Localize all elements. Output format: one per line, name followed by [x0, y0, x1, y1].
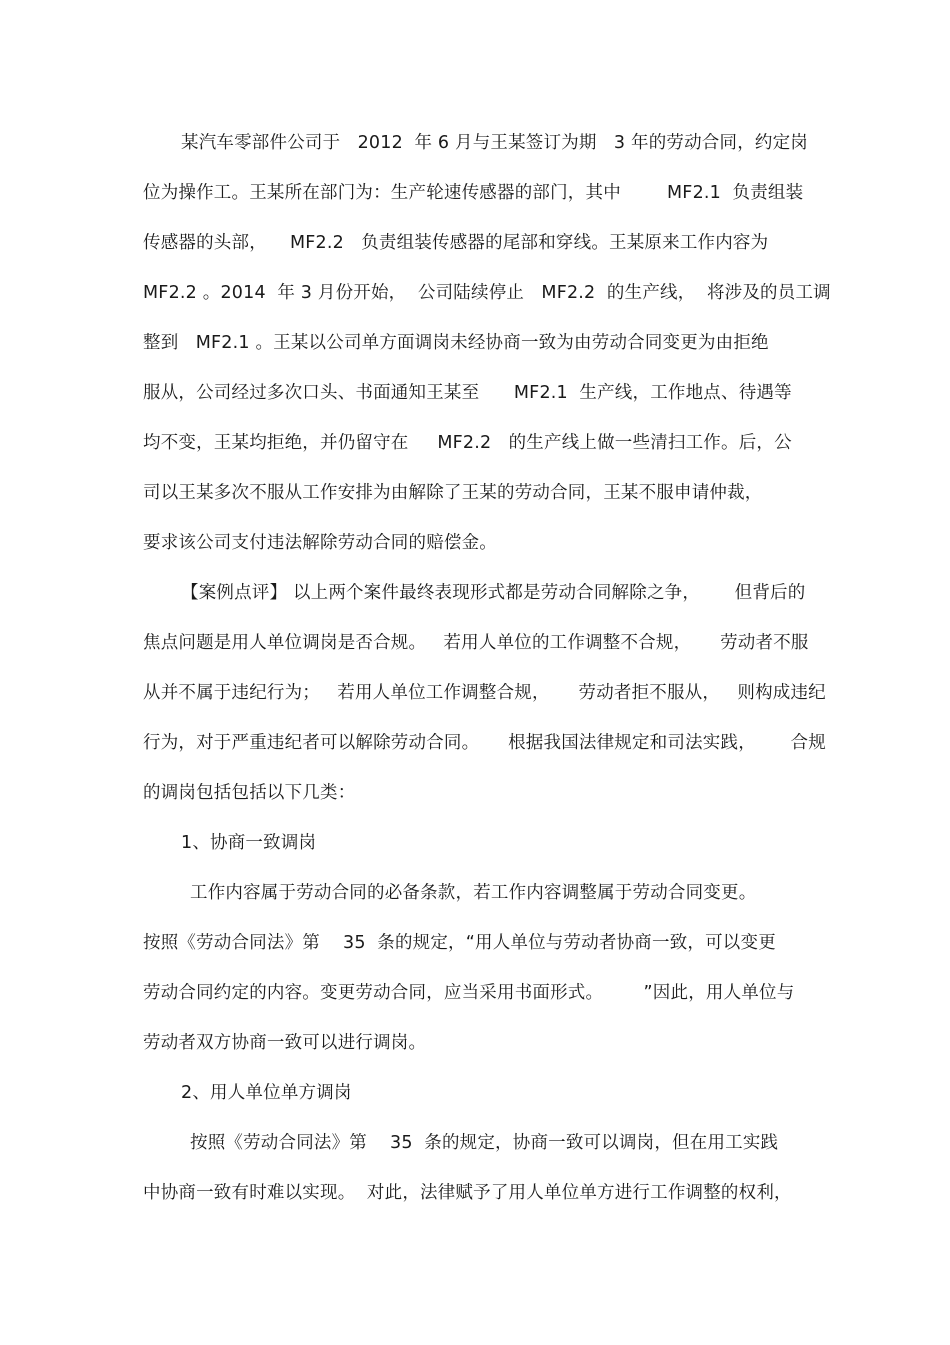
- paragraph-line: 焦点问题是用人单位调岗是否合规。 若用人单位的工作调整不合规， 劳动者不服: [143, 633, 809, 653]
- paragraph-line: 要求该公司支付违法解除劳动合同的赔偿金。: [143, 533, 497, 553]
- paragraph-line: 从并不属于违纪行为； 若用人单位工作调整合规， 劳动者拒不服从， 则构成违纪: [143, 683, 826, 703]
- section-heading: 1、协商一致调岗: [181, 833, 317, 853]
- paragraph-line: 按照《劳动合同法》第 35 条的规定，“用人单位与劳动者协商一致，可以变更: [143, 933, 776, 953]
- paragraph-line: 劳动者双方协商一致可以进行调岗。: [143, 1033, 427, 1053]
- paragraph-line: 劳动合同约定的内容。变更劳动合同，应当采用书面形式。 ”因此，用人单位与: [143, 983, 795, 1003]
- paragraph-line: 【案例点评】 以上两个案件最终表现形式都是劳动合同解除之争， 但背后的: [181, 583, 806, 603]
- paragraph-line: 司以王某多次不服从工作安排为由解除了王某的劳动合同，王某不服申请仲裁，: [143, 483, 763, 503]
- section-heading: 2、用人单位单方调岗: [181, 1083, 352, 1103]
- paragraph-line: 整到 MF2.1 。王某以公司单方面调岗未经协商一致为由劳动合同变更为由拒绝: [143, 333, 769, 353]
- paragraph-line: 服从，公司经过多次口头、书面通知王某至 MF2.1 生产线，工作地点、待遇等: [143, 383, 792, 403]
- paragraph-line: 位为操作工。王某所在部门为：生产轮速传感器的部门，其中 MF2.1 负责组装: [143, 183, 804, 203]
- paragraph-line: 行为，对于严重违纪者可以解除劳动合同。 根据我国法律规定和司法实践， 合规: [143, 733, 826, 753]
- paragraph-line: 工作内容属于劳动合同的必备条款，若工作内容调整属于劳动合同变更。: [190, 883, 757, 903]
- paragraph-line: 均不变，王某均拒绝，并仍留守在 MF2.2 的生产线上做一些清扫工作。后，公: [143, 433, 792, 453]
- paragraph-line: 按照《劳动合同法》第 35 条的规定，协商一致可以调岗，但在用工实践: [190, 1133, 779, 1153]
- paragraph-line: 某汽车零部件公司于 2012 年 6 月与王某签订为期 3 年的劳动合同，约定岗: [181, 133, 808, 153]
- paragraph-line: 中协商一致有时难以实现。 对此，法律赋予了用人单位单方进行工作调整的权利，: [143, 1183, 792, 1203]
- paragraph-line: 的调岗包括包括以下几类：: [143, 783, 356, 803]
- paragraph-line: MF2.2 。2014 年 3 月份开始， 公司陆续停止 MF2.2 的生产线， 将涉及的员工调: [143, 283, 831, 303]
- paragraph-line: 传感器的头部， MF2.2 负责组装传感器的尾部和穿线。王某原来工作内容为: [143, 233, 769, 253]
